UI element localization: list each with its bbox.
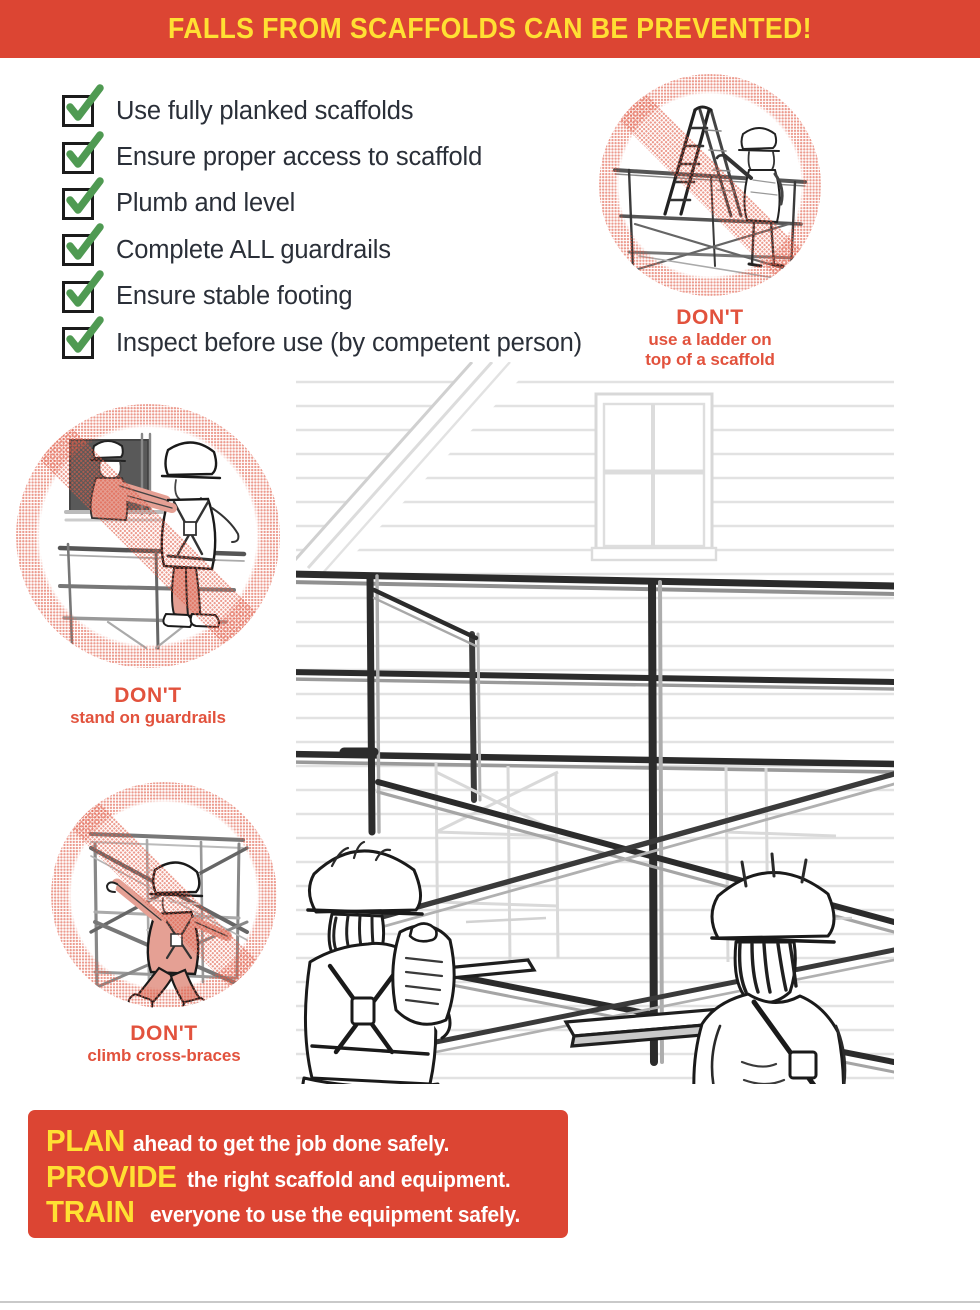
checkbox-checked-icon[interactable] [62,327,94,359]
plan-keyword: PLAN [46,1123,126,1158]
dont-caption [48,1022,280,1066]
checklist-item-label: Use fully planked scaffolds [116,96,414,125]
plan-keyword: TRAIN [46,1194,135,1229]
dont-illustration-climb-cross-braces [51,782,277,1008]
dont-caption-line2: top of a scaffold [645,350,775,370]
checklist-item[interactable] [62,134,642,180]
checkbox-checked-icon[interactable] [62,188,94,220]
plan-provide-train-banner [28,1110,568,1238]
scaffold-with-workers-illustration [296,362,894,1084]
checklist-item[interactable] [62,320,642,366]
plan-text: the right scaffold and equipment. [187,1166,511,1192]
plan-line [46,1159,568,1195]
header-banner [0,0,980,58]
dont-word: DON'T [676,306,744,329]
dont-caption-line1: climb cross-braces [87,1045,241,1065]
checklist-item-label: Ensure stable footing [116,282,353,311]
checkbox-checked-icon[interactable] [62,142,94,174]
dont-card-stand-on-guardrails [14,404,282,728]
dont-illustration-ladder-on-scaffold [599,74,821,296]
page-title: FALLS FROM SCAFFOLDS CAN BE PREVENTED! [168,12,812,45]
checklist-item[interactable] [62,274,642,320]
dont-caption [14,684,282,728]
dont-word: DON'T [114,684,182,707]
checkbox-checked-icon[interactable] [62,234,94,266]
plan-line [46,1123,568,1159]
plan-line [46,1194,568,1230]
checklist-item[interactable] [62,227,642,273]
checklist-item-label: Ensure proper access to scaffold [116,143,483,172]
checkbox-checked-icon[interactable] [62,95,94,127]
dont-caption-line1: use a ladder on [648,329,772,349]
plan-text: ahead to get the job done safely. [133,1131,450,1156]
dont-word: DON'T [130,1022,198,1045]
checklist-item[interactable] [62,88,642,134]
dont-illustration-stand-on-guardrails [16,404,280,668]
footer-divider [0,1301,980,1303]
checklist-item-label: Complete ALL guardrails [116,235,391,264]
checklist-item[interactable] [62,181,642,227]
checklist-item-label: Plumb and level [116,189,296,218]
dont-card-ladder-on-scaffold [590,74,830,371]
safety-checklist [62,88,642,366]
dont-caption-line1: stand on guardrails [70,707,226,727]
plan-text: everyone to use the equipment safely. [150,1202,521,1227]
dont-card-climb-cross-braces [48,782,280,1066]
checkbox-checked-icon[interactable] [62,281,94,313]
plan-keyword: PROVIDE [46,1158,177,1194]
checklist-item-label: Inspect before use (by competent person) [116,328,583,357]
